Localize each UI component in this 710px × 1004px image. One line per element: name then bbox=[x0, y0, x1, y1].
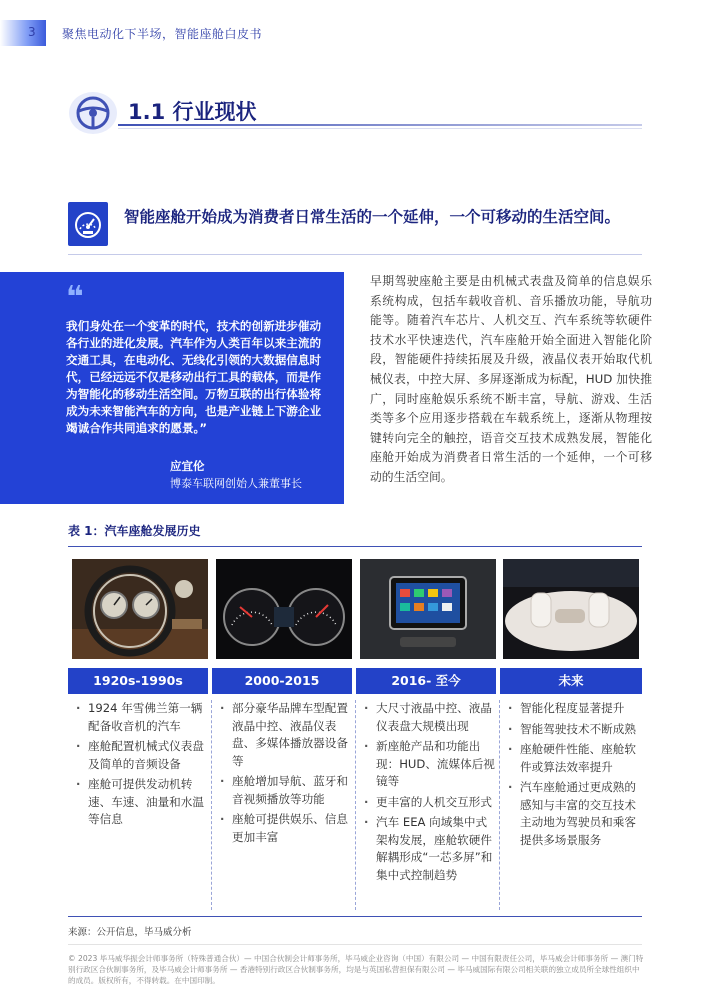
steering-wheel-icon bbox=[68, 90, 118, 136]
body-paragraph: 早期驾驶座舱主要是由机械式表盘及简单的信息娱乐系统构成，包括车载收音机、音乐播放功能，导航功能等。随着汽车芯片、人机交互、汽车系统等软硬件技术水平快速迭代，汽车座舱开始全面进入智能化阶段，智能硬件持续拓展及升级，液晶仪表开始取代机械仪表，中控大屏、多屏逐渐成为标配，HUD 加快推广，同时座舱娱乐系统不断丰富，导航、游戏、生活类等多个应用逐步搭载在车载系统上，逐渐从物理按键转向完全的触控，语音交互技术成熟发展，智能化座舱开始成为消费者日常生活的一个延伸，一个可移动的生活空间。 bbox=[370, 274, 652, 484]
era-list-future bbox=[506, 700, 642, 852]
quote-author: 应宜伦 bbox=[170, 459, 205, 473]
list-item: · 座舱可提供发动机转速、车速、油量和水温等信息 bbox=[74, 776, 208, 829]
list-item: · 智能驾驶技术不断成熟 bbox=[506, 721, 642, 739]
era-header-2016-present: 2016- 至今 bbox=[356, 668, 496, 694]
quote-author-role: 博泰车联网创始人兼董事长 bbox=[170, 477, 302, 490]
table-source: 来源：公开信息，毕马威分析 bbox=[68, 927, 192, 938]
era-list-1920s-1990s bbox=[74, 700, 208, 832]
era-image-touchscreen-console bbox=[360, 559, 496, 659]
section-divider-thin bbox=[118, 128, 642, 129]
list-item: · 座舱可提供娱乐、信息更加丰富 bbox=[218, 811, 352, 846]
quote-mark-icon: ❝ bbox=[66, 280, 84, 315]
list-item: · 更丰富的人机交互形式 bbox=[362, 794, 496, 812]
section-title: 1.1 行业现状 bbox=[128, 100, 257, 124]
list-item: · 大尺寸液晶中控、液晶仪表盘大规模出现 bbox=[362, 700, 496, 735]
era-header-future: 未来 bbox=[500, 668, 642, 694]
list-item: · 智能化程度显著提升 bbox=[506, 700, 642, 718]
banner-divider bbox=[68, 254, 642, 255]
list-item: · 部分豪华品牌车型配置液晶中控、液晶仪表盘、多媒体播放器设备等 bbox=[218, 700, 352, 770]
page-number-tab bbox=[0, 20, 46, 46]
list-item: · 座舱硬件性能、座舱软件或算法效率提升 bbox=[506, 741, 642, 776]
list-item: · 汽车 EEA 向域集中式架构发展，座舱软硬件解耦形成“一芯多屏”和集中式控制趋势 bbox=[362, 814, 496, 884]
speedometer-icon bbox=[68, 202, 108, 246]
era-list-2016-present bbox=[362, 700, 496, 887]
list-item: · 汽车座舱通过更成熟的感知与丰富的交互技术主动地为驾驶员和乘客提供多场景服务 bbox=[506, 779, 642, 849]
era-image-lcd-cluster bbox=[216, 559, 352, 659]
era-list-2000-2015 bbox=[218, 700, 352, 849]
running-header-title: 聚焦电动化下半场，智能座舱白皮书 bbox=[62, 27, 263, 41]
banner-headline: 智能座舱开始成为消费者日常生活的一个延伸，一个可移动的生活空间。 bbox=[124, 208, 621, 226]
table-bottom-rule bbox=[68, 916, 642, 917]
table-top-rule bbox=[68, 546, 642, 547]
list-item: · 新座舱产品和功能出现：HUD、流媒体后视镜等 bbox=[362, 738, 496, 791]
era-header-1920s-1990s: 1920s-1990s bbox=[68, 668, 208, 694]
column-divider bbox=[211, 700, 212, 910]
era-image-vintage-dashboard bbox=[72, 559, 208, 659]
copyright-footer: © 2023 毕马威华振会计师事务所（特殊普通合伙）— 中国合伙制会计师事务所，毕马威企业咨询（中国）有限公司 — 中国有限责任公司，毕马威会计师事务所 — 澳门特别行政区合伙制事务所，及毕马威会计师事务所 — 香港特别行政区合伙制事务所，均是与英国私营担保有限公司 — 毕马威国际有限公司相关联的独立成员所全球性组织中的成员。版权所有，不得转载。在中国印制。 bbox=[68, 954, 644, 985]
era-header-2000-2015: 2000-2015 bbox=[212, 668, 352, 694]
list-item: · 座舱配置机械式仪表盘及简单的音频设备 bbox=[74, 738, 208, 773]
page-number: 3 bbox=[28, 25, 36, 39]
table-caption: 表 1：汽车座舱发展历史 bbox=[68, 524, 201, 538]
list-item: · 座舱增加导航、蓝牙和音视频播放等功能 bbox=[218, 773, 352, 808]
column-divider bbox=[499, 700, 500, 910]
quote-text: 我们身处在一个变革的时代，技术的创新进步催动各行业的进化发展。汽车作为人类百年以来主流的交通工具，在电动化、无线化引领的大数据信息时代，已经远远不仅是移动出行工具的载体，而是作为智能化的移动生活空间。万物互联的出行体验将成为未来智能汽车的方向，也是产业链上下游企业竭诚合作共同追求的愿景。” bbox=[66, 319, 322, 435]
list-item: · 1924 年雪佛兰第一辆配备收音机的汽车 bbox=[74, 700, 208, 735]
column-divider bbox=[355, 700, 356, 910]
era-image-future-cabin bbox=[503, 559, 639, 659]
section-divider bbox=[118, 124, 642, 126]
footer-divider bbox=[68, 944, 642, 945]
